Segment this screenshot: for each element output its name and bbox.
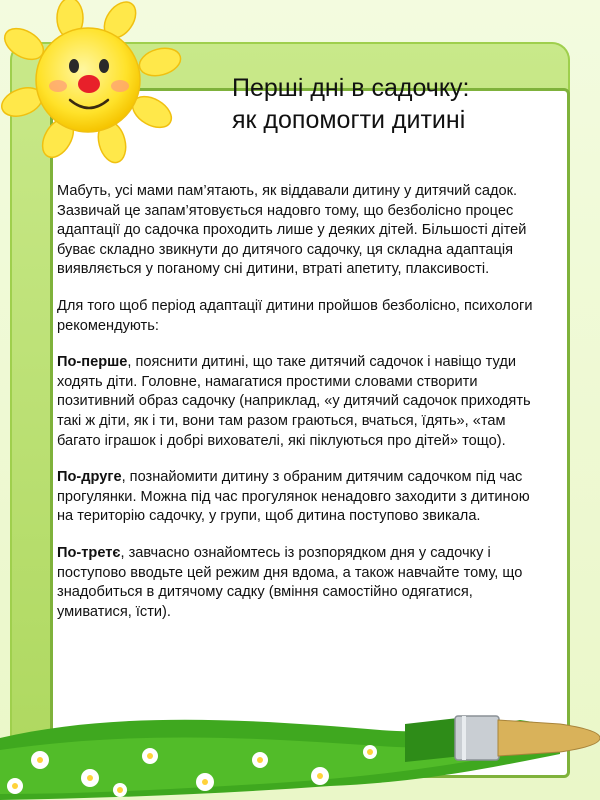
paragraph-recommend: Для того щоб період адаптації дитини пройшов безболісно, психологи рекомендують:: [57, 297, 533, 334]
text-first: , пояснити дитині, що таке дитячий садочок і навіщо туди ходять діти. Головне, намагатися простими словами створити позитивний образ садочку (наприклад, «у дитячий садочок приходять такі ж діти, як і ти, вони там разом граються, вчаться, їдять», «там багато іграшок і добрі вихователі, які піклуються про дітей» тощо).: [57, 354, 531, 449]
sun-icon: [0, 0, 200, 165]
article-body: [57, 182, 547, 639]
paragraph-third: [57, 544, 547, 622]
lead-second: По-друге: [57, 469, 122, 486]
text-second: , познайомити дитину з обраним дитячим садочком під час прогулянки. Можна під час прогулянок ненадовго заходити з дитиною на територію садочку, у групи, щоб дитина поступово звикала.: [57, 469, 530, 525]
paragraph-intro: Мабуть, усі мами пам’ятають, як віддавали дитину у дитячий садок. Зазвичай це запам’ятовується надовго тому, що безболісно процес адаптації до садочка проходить лише у деяких дітей. Більшості дітей буває складно звикнути до дитячого садочку, ця складна адаптація виявляється у поганому сні дитини, втраті апетиту, плаксивості.: [57, 183, 527, 278]
page-title: [232, 72, 572, 136]
paragraph-first: [57, 353, 547, 451]
lead-third: По-третє: [57, 544, 121, 561]
title-line-1: Перші дні в садочку:: [232, 74, 470, 102]
title-line-2: як допомогти дитині: [232, 106, 466, 134]
text-third: , завчасно ознайомтесь із розпорядком дня у садочку і поступово вводьте цей режим дня вдома, а також навчайте тому, що знадобиться в дитячому садку (вміння самостійно одягатися, умиватися, їсти).: [57, 544, 523, 620]
paragraph-second: [57, 468, 547, 527]
paintbrush-illustration: [0, 690, 600, 800]
lead-first: По-перше: [57, 354, 128, 371]
